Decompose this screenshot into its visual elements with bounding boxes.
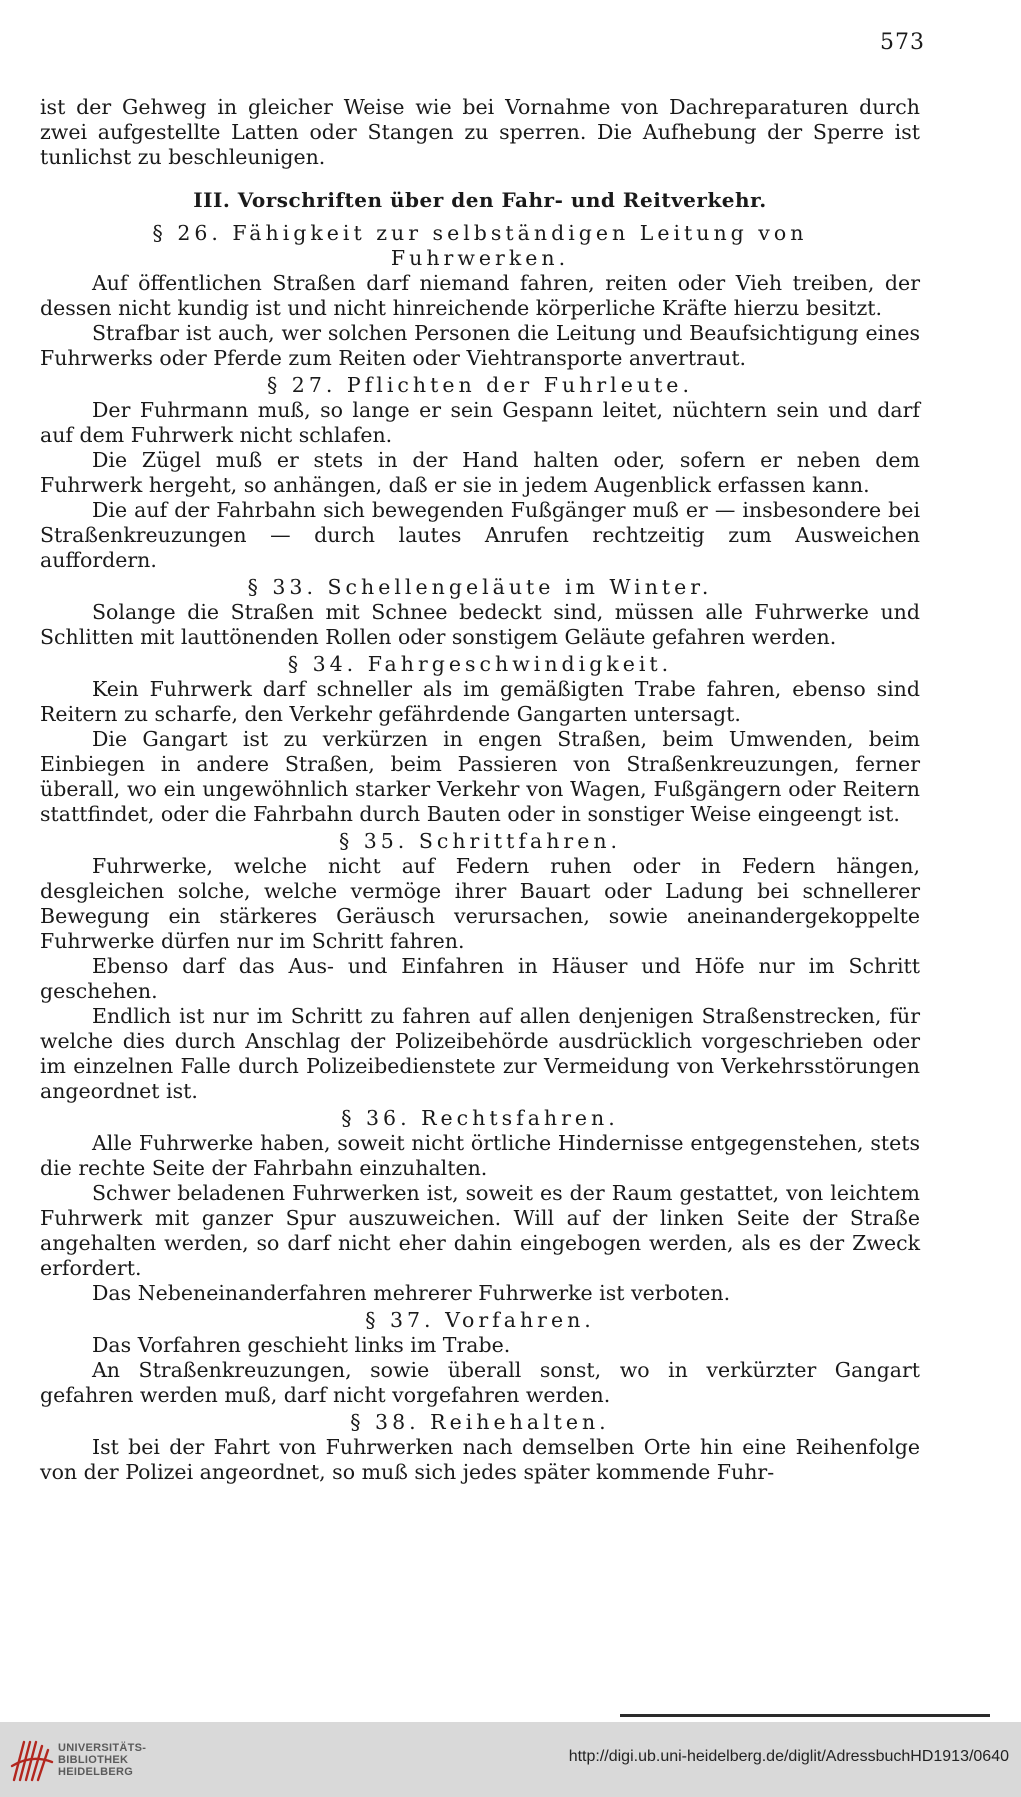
university-library-logo-icon[interactable] <box>10 1736 54 1784</box>
section-heading: § 34. Fahrgeschwindigkeit. <box>287 652 673 676</box>
paragraph: Das Vorfahren geschieht links im Trabe. <box>92 1333 511 1357</box>
section-heading: § 38. Reihehalten. <box>350 1410 610 1434</box>
paragraph: Alle Fuhrwerke haben, soweit nicht örtliche Hindernisse entgegenstehen, stets die rechte Seite der Fahrbahn einzuhalten. <box>40 1131 920 1180</box>
footer-bar <box>0 1722 1021 1797</box>
section-36 <box>40 1106 920 1306</box>
section-35 <box>40 829 920 1104</box>
library-name-line: HEIDELBERG <box>58 1766 134 1778</box>
paragraph: An Straßenkreuzungen, sowie überall sonst, wo in verkürzter Gangart gefahren werden muß, darf nicht vorgefahren werden. <box>40 1358 920 1407</box>
paragraph: Ebenso darf das Aus- und Einfahren in Häuser und Höfe nur im Schritt geschehen. <box>40 954 920 1003</box>
section-heading: § 33. Schellengeläute im Winter. <box>247 575 713 599</box>
paragraph: Kein Fuhrwerk darf schneller als im gemäßigten Trabe fahren, ebenso sind Reitern zu scharfe, den Verkehr gefährdende Gangarten untersagt. <box>40 677 920 726</box>
paragraph: Ist bei der Fahrt von Fuhrwerken nach demselben Orte hin eine Reihenfolge von der Polizei angeordnet, so muß sich jedes später kommende Fuhr- <box>40 1435 920 1484</box>
library-name-line: BIBLIOTHEK <box>58 1754 129 1766</box>
paragraph: Die auf der Fahrbahn sich bewegenden Fußgänger muß er — insbesondere bei Straßenkreuzungen — durch lautes Anrufen rechtzeitig zum Ausweichen auffordern. <box>40 498 920 572</box>
paragraph: Das Nebeneinanderfahren mehrerer Fuhrwerke ist verboten. <box>92 1281 731 1305</box>
chapter-title: III. Vorschriften über den Fahr- und Reitverkehr. <box>193 188 767 212</box>
page-body <box>40 95 920 1485</box>
section-26 <box>40 221 920 371</box>
paragraph: Auf öffentlichen Straßen darf niemand fahren, reiten oder Vieh treiben, der dessen nicht kundig ist und nicht hinreichende körperliche Kräfte hierzu besitzt. <box>40 271 920 320</box>
paragraph: Fuhrwerke, welche nicht auf Federn ruhen oder in Federn hängen, desgleichen solche, welche vermöge ihrer Bauart oder Ladung bei schnellerer Bewegung ein stärkeres Geräusch verursachen, sowie aneinandergekoppelte Fuhrwerke dürfen nur im Schritt fahren. <box>40 854 920 953</box>
paragraph: Die Zügel muß er stets in der Hand halten oder, sofern er neben dem Fuhrwerk hergeht, so anhängen, daß er sie in jedem Augenblick erfassen kann. <box>40 448 920 497</box>
paragraph: Solange die Straßen mit Schnee bedeckt sind, müssen alle Fuhrwerke und Schlitten mit lauttönenden Rollen oder sonstigem Geläute gefahren werden. <box>40 600 920 649</box>
section-heading: § 36. Rechtsfahren. <box>341 1106 619 1130</box>
library-name <box>58 1742 146 1778</box>
bottom-rule <box>620 1714 990 1717</box>
page-number: 573 <box>880 30 925 55</box>
library-name-line: UNIVERSITÄTS- <box>58 1742 147 1754</box>
section-heading: § 27. Pflichten der Fuhrleute. <box>267 373 693 397</box>
section-38 <box>40 1410 920 1485</box>
section-heading: § 26. Fähigkeit zur selbständigen Leitung von Fuhrwerken. <box>152 221 808 270</box>
paragraph: Schwer beladenen Fuhrwerken ist, soweit es der Raum gestattet, von leichtem Fuhrwerk mit ganzer Spur auszuweichen. Will auf der linken Seite der Straße angehalten werden, so darf nicht eher dahin eingebogen werden, als es der Zweck erfordert. <box>40 1181 920 1280</box>
paragraph: Der Fuhrmann muß, so lange er sein Gespann leitet, nüchtern sein und darf auf dem Fuhrwerk nicht schlafen. <box>40 398 920 447</box>
section-heading: § 35. Schrittfahren. <box>338 829 622 853</box>
source-url-link[interactable]: http://digi.ub.uni-heidelberg.de/diglit/AdressbuchHD1913/0640 <box>568 1748 1009 1765</box>
section-33 <box>40 575 920 650</box>
section-34 <box>40 652 920 827</box>
section-heading: § 37. Vorfahren. <box>365 1308 595 1332</box>
paragraph: Die Gangart ist zu verkürzen in engen Straßen, beim Umwenden, beim Einbiegen in andere Straßen, beim Passieren von Straßenkreuzungen, ferner überall, wo ein ungewöhnlich starker Verkehr von Wagen, Fußgängern oder Reitern stattfindet, oder die Fahrbahn durch Bauten oder in sonstiger Weise eingeengt ist. <box>40 727 920 826</box>
paragraph: Strafbar ist auch, wer solchen Personen die Leitung und Beaufsichtigung eines Fuhrwerks oder Pferde zum Reiten oder Viehtransporte anvertraut. <box>40 321 920 370</box>
paragraph: Endlich ist nur im Schritt zu fahren auf allen denjenigen Straßenstrecken, für welche dies durch Anschlag der Polizeibehörde ausdrücklich vorgeschrieben oder im einzelnen Falle durch Polizeibedienstete zur Vermeidung von Verkehrsstörungen angeordnet ist. <box>40 1004 920 1103</box>
intro-paragraph: ist der Gehweg in gleicher Weise wie bei Vornahme von Dachreparaturen durch zwei aufgestellte Latten oder Stangen zu sperren. Die Aufhebung der Sperre ist tunlichst zu beschleunigen. <box>40 95 920 169</box>
section-37 <box>40 1308 920 1408</box>
section-27 <box>40 373 920 573</box>
